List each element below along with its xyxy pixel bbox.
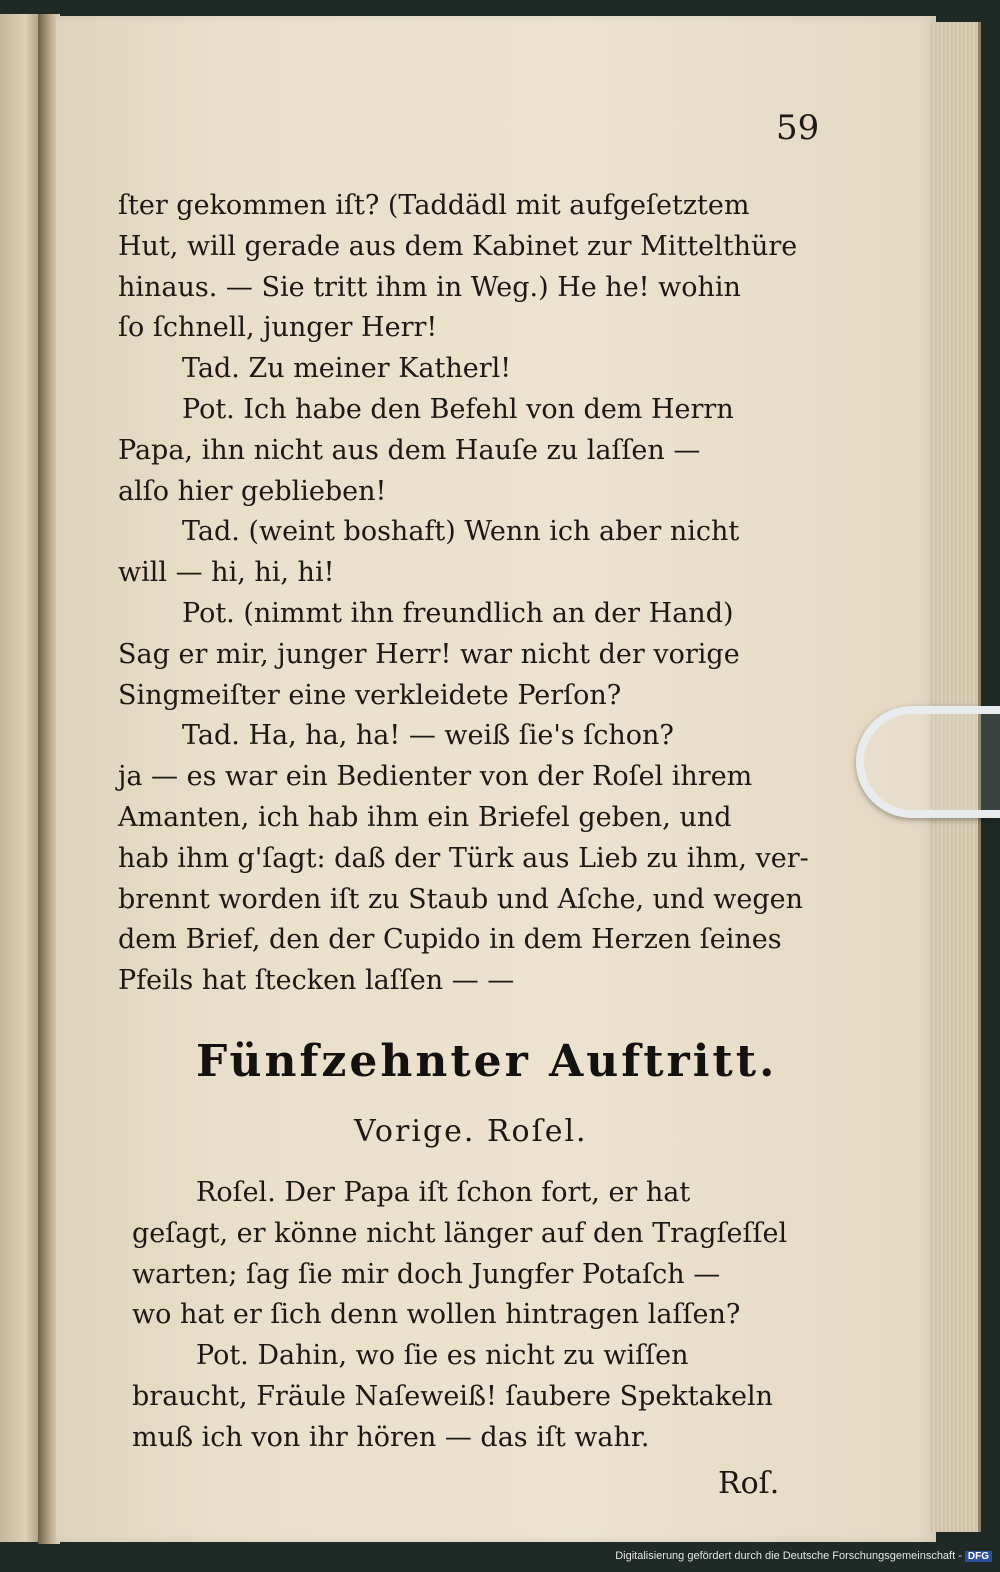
digitization-credit xyxy=(615,1550,992,1568)
text-line: Papa, ihn nicht aus dem Hauſe zu laſſen — xyxy=(118,434,701,466)
text-line: muß ich von ihr hören — das iſt wahr. xyxy=(132,1421,650,1453)
text-line: geſagt, er könne nicht länger auf den Tragſeſſel xyxy=(132,1217,788,1249)
text-line: ſo ſchnell, junger Herr! xyxy=(118,312,438,344)
text-line: Tad. Ha, ha, ha! — weiß ſie's ſchon? xyxy=(182,720,674,752)
text-line: Pot. (nimmt ihn freundlich an der Hand) xyxy=(182,597,734,629)
text-line: wo hat er ſich denn wollen hintragen laſſen? xyxy=(132,1299,741,1331)
page-number: 59 xyxy=(776,108,820,148)
text-line: will — hi, hi, hi! xyxy=(118,557,335,589)
text-line: ja — es war ein Bedienter von der Roſel ihrem xyxy=(118,761,753,793)
body-text-bottom xyxy=(132,1170,852,1456)
scene-characters: Vorige. Roſel. xyxy=(354,1114,588,1149)
text-line: Roſel. Der Papa iſt ſchon fort, er hat xyxy=(196,1177,691,1208)
text-line: hinaus. — Sie tritt ihm in Weg.) He he! wohin xyxy=(118,271,741,303)
dfg-logo: DFG xyxy=(965,1551,992,1562)
text-line: Tad. (weint boshaft) Wenn ich aber nicht xyxy=(182,516,740,548)
credit-text: Digitalisierung gefördert durch die Deutsche Forschungsgemeinschaft - xyxy=(615,1550,962,1562)
text-line: Pot. Ich habe den Befehl von dem Herrn xyxy=(182,393,734,425)
text-line: ſter gekommen iſt? (Taddädl mit aufgeſetztem xyxy=(118,190,750,221)
text-line: braucht, Fräule Naſeweiß! ſaubere Spektakeln xyxy=(132,1380,774,1412)
text-line: alſo hier geblieben! xyxy=(118,475,387,507)
paper-clip xyxy=(856,706,1000,818)
previous-page-edge xyxy=(0,14,42,1542)
text-line: Tad. Zu meiner Katherl! xyxy=(182,353,512,385)
text-line: dem Brief, den der Cupido in dem Herzen ſeines xyxy=(118,924,782,956)
text-line: Singmeiſter eine verkleidete Perſon? xyxy=(118,679,622,711)
catchword: Roſ. xyxy=(718,1466,780,1501)
text-line: Pfeils hat ſtecken laſſen — — xyxy=(118,965,515,997)
text-line: hab ihm g'ſagt: daß der Türk aus Lieb zu ihm, ver- xyxy=(118,842,809,874)
text-line: brennt worden iſt zu Staub und Aſche, und wegen xyxy=(118,883,804,915)
body-text-top xyxy=(118,186,838,1002)
text-line: warten; ſag ſie mir doch Jungfer Potaſch — xyxy=(132,1258,721,1290)
text-line: Sag er mir, junger Herr! war nicht der vorige xyxy=(118,638,740,670)
text-line: Pot. Dahin, wo ſie es nicht zu wiſſen xyxy=(196,1340,689,1372)
text-line: Amanten, ich hab ihm ein Briefel geben, und xyxy=(118,801,732,833)
scene-heading: Fünfzehnter Auftritt. xyxy=(196,1036,778,1087)
text-line: Hut, will gerade aus dem Kabinet zur Mittelthüre xyxy=(118,230,798,262)
